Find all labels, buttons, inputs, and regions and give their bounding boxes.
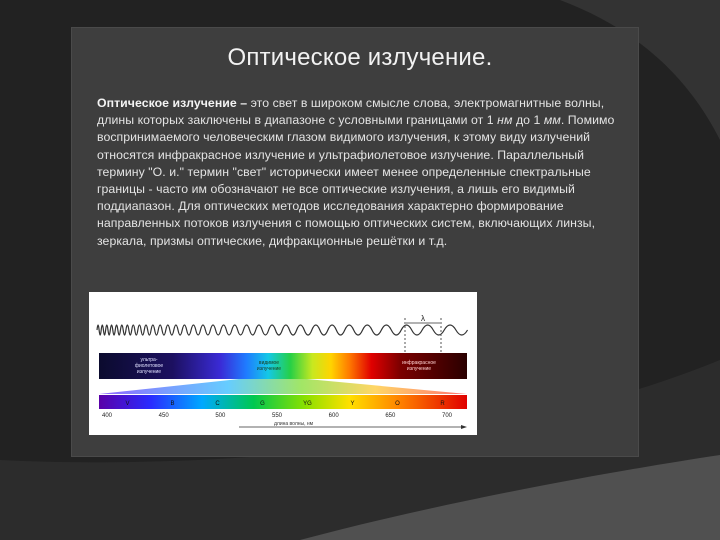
visible-spectrum-band bbox=[99, 395, 467, 409]
visible-label-1: видимое bbox=[258, 360, 280, 366]
tick-label: 500 bbox=[215, 413, 226, 419]
uv-label-3: излучение bbox=[136, 369, 162, 375]
tick-label: 400 bbox=[101, 413, 113, 419]
ir-label-1: инфракрасное bbox=[402, 360, 436, 366]
spectrum-diagram bbox=[89, 292, 477, 435]
tick-label: 650 bbox=[385, 413, 396, 419]
color-letter: R bbox=[440, 401, 445, 407]
color-letter: C bbox=[215, 401, 220, 407]
color-letter: YG bbox=[303, 401, 312, 407]
paragraph-part-1: это свет в широком смысле слова, электромагнитные волны, длины которых заключены в диапазоне с условными границами от 1 bbox=[97, 96, 605, 128]
wavelength-ticks bbox=[102, 413, 453, 419]
unit-mm: мм bbox=[543, 113, 561, 128]
spectrum-projection bbox=[99, 379, 467, 394]
body-paragraph bbox=[97, 95, 622, 250]
slide-title bbox=[0, 44, 720, 72]
axis-caption: длина волны, нм bbox=[274, 421, 314, 427]
axis-arrow bbox=[461, 425, 467, 429]
wave-line bbox=[97, 325, 468, 335]
color-letter: O bbox=[395, 401, 400, 407]
visible-label-2: излучение bbox=[256, 366, 282, 372]
term-heading: Оптическое излучение – bbox=[97, 96, 248, 110]
tick-label: 700 bbox=[441, 413, 453, 419]
spectrum-figure bbox=[89, 292, 477, 435]
slide-title-text: Оптическое излучение. bbox=[227, 44, 493, 71]
color-letter: G bbox=[260, 401, 265, 407]
ir-label-2: излучение bbox=[406, 366, 432, 372]
paragraph-part-3: . Помимо воспринимаемого человеческим глазом видимого излучения, к этому виду излучений относятся инфракрасное излучение и ультрафиолетовое излучение. Параллельный термину "О. и." термин "свет" исторически имеет менее определенные спектральные границы - часто им обозначают не все оптические излучения, а лишь его видимый поддиапазон. Для оптических методов исследования характерно формирование направленных потоков излучения с помощью оптических систем, включающих линзы, зеркала, призмы оптические, дифракционные решётки и т.д. bbox=[97, 113, 615, 248]
tick-label: 550 bbox=[271, 413, 283, 419]
color-letter: Y bbox=[350, 401, 355, 407]
tick-label: 450 bbox=[158, 413, 169, 419]
uv-label-1: ультра- bbox=[140, 357, 158, 363]
unit-nm: нм bbox=[497, 113, 513, 128]
tick-label: 600 bbox=[328, 413, 339, 419]
color-letter: B bbox=[170, 401, 175, 407]
lambda-label: λ bbox=[421, 314, 425, 323]
uv-label-2: фиолетовое bbox=[134, 363, 164, 369]
paragraph-part-2: до 1 bbox=[512, 113, 544, 128]
color-letter: V bbox=[125, 401, 130, 407]
